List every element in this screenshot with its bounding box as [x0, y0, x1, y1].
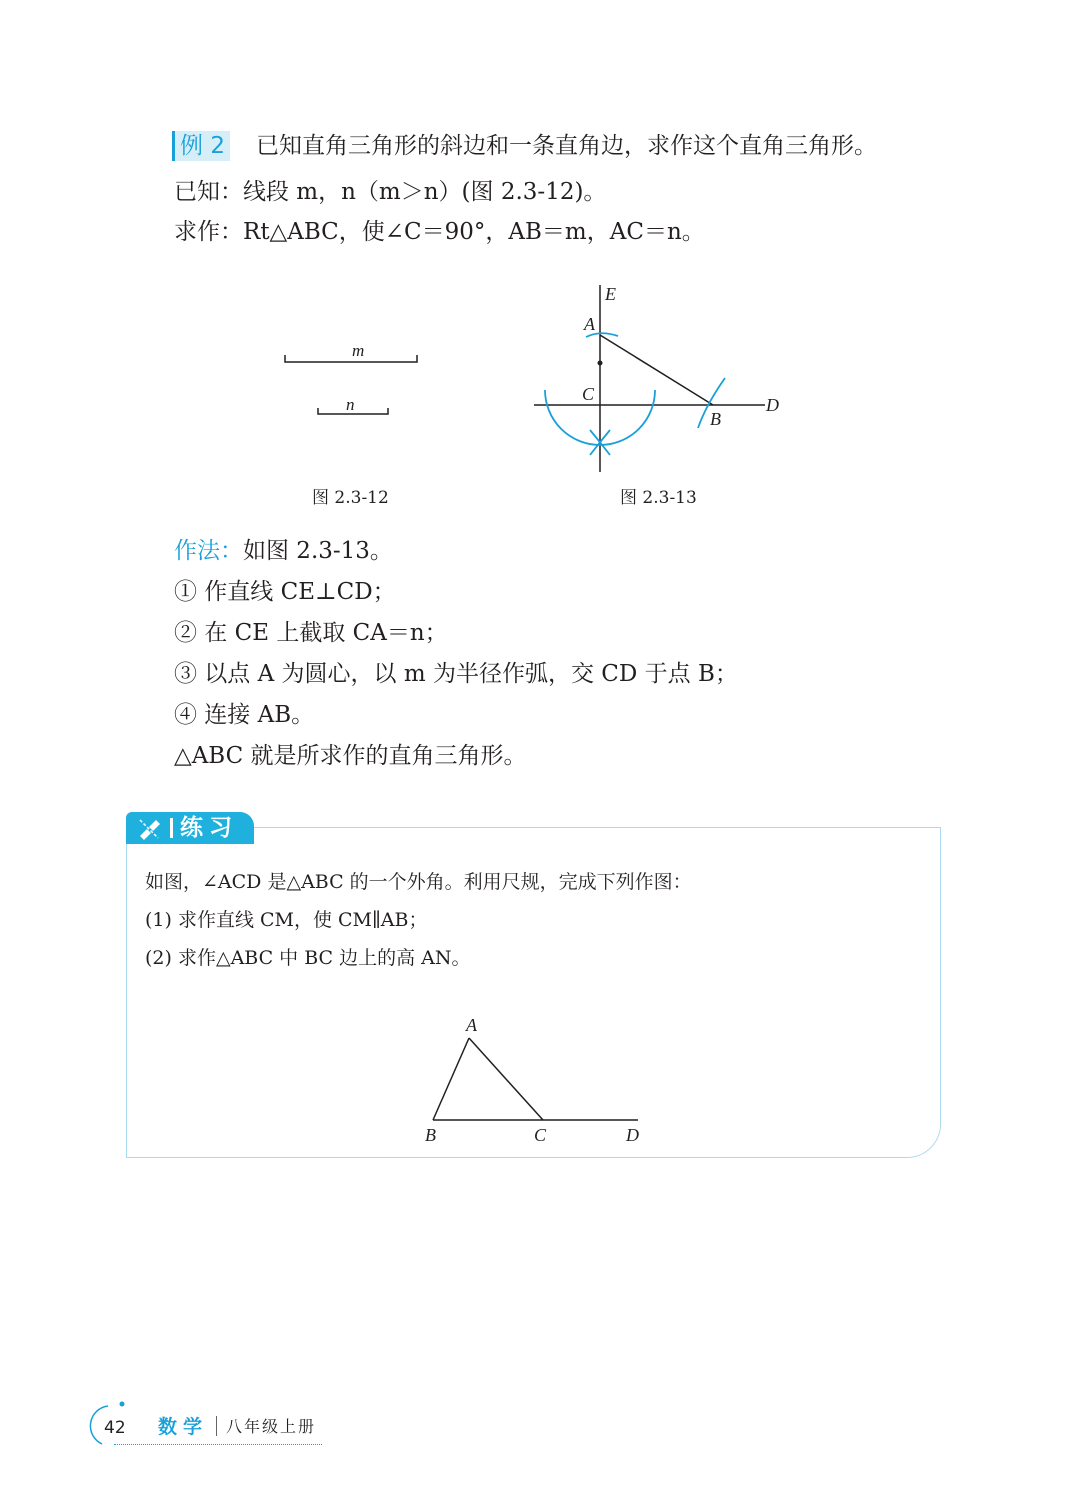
- method-step-2: ② 在 CE 上截取 CA＝n；: [174, 620, 448, 646]
- figure-2-3-12: [270, 330, 440, 430]
- label-c: C: [582, 384, 595, 404]
- label-a: A: [584, 314, 595, 334]
- method-intro-row: [174, 536, 393, 566]
- footer-grade: 八年级上册: [226, 1417, 317, 1436]
- practice-item-1: (1) 求作直线 CM，使 CM∥AB；: [145, 909, 428, 931]
- caption-2-3-13: 图 2.3-13: [620, 488, 697, 508]
- practice-question: 如图，∠ACD 是△ABC 的一个外角。利用尺规，完成下列作图：: [145, 871, 692, 893]
- segment-ac: [469, 1038, 543, 1120]
- practice-label-b: B: [425, 1125, 436, 1145]
- given-line: 已知：线段 m，n（m＞n）(图 2.3-12)。: [174, 179, 607, 205]
- practice-title: 练习: [180, 815, 238, 841]
- practice-tab: [126, 812, 254, 844]
- required-line: 求作：Rt△ABC，使∠C＝90°，AB＝m，AC＝n。: [174, 219, 705, 245]
- practice-item-2: (2) 求作△ABC 中 BC 边上的高 AN。: [145, 947, 471, 969]
- label-e: E: [605, 284, 616, 304]
- practice-figure: [415, 1010, 655, 1150]
- footer-divider: [216, 1416, 217, 1436]
- method-conclusion: △ABC 就是所求作的直角三角形。: [174, 743, 527, 769]
- label-d: D: [766, 395, 779, 415]
- figure-2-3-13: [520, 280, 800, 475]
- footer-dotted-rule: [114, 1444, 322, 1445]
- segment-ba: [433, 1038, 469, 1120]
- caption-2-3-12: 图 2.3-12: [312, 488, 389, 508]
- point-marker: [598, 361, 603, 366]
- method-step-4: ④ 连接 AB。: [174, 702, 315, 728]
- segment-m: [285, 355, 417, 362]
- ruler-pencil-icon: [136, 816, 164, 840]
- example-badge: 例 2: [172, 131, 230, 161]
- method-step-3: ③ 以点 A 为圆心，以 m 为半径作弧，交 CD 于点 B；: [174, 661, 738, 687]
- label-n: n: [346, 395, 355, 414]
- method-heading: 作法：: [174, 538, 243, 564]
- page-number: 42: [104, 1418, 126, 1438]
- segment-ab: [600, 335, 713, 405]
- footer-subject: 数学: [158, 1416, 209, 1438]
- label-b: B: [710, 409, 721, 429]
- method-step-1: ① 作直线 CE⊥CD；: [174, 579, 396, 605]
- method-intro: 如图 2.3-13。: [243, 538, 393, 564]
- practice-label-c: C: [534, 1125, 547, 1145]
- tab-separator: [170, 818, 173, 838]
- practice-label-a: A: [466, 1015, 477, 1035]
- practice-label-d: D: [626, 1125, 639, 1145]
- label-m: m: [352, 341, 365, 360]
- example-statement: 已知直角三角形的斜边和一条直角边，求作这个直角三角形。: [256, 133, 877, 159]
